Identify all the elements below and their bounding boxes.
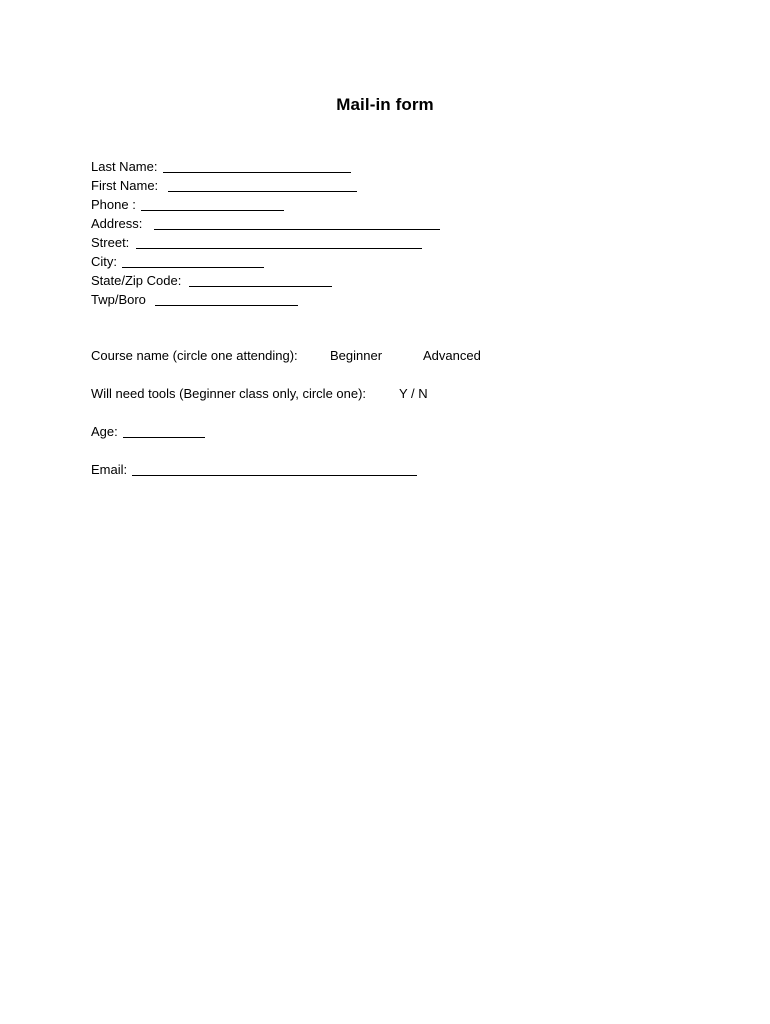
age-line[interactable] [123, 437, 205, 438]
course-option-beginner[interactable]: Beginner [330, 348, 383, 363]
state-zip-line[interactable] [189, 286, 332, 287]
age-label: Age: [91, 424, 118, 439]
page-title: Mail-in form [336, 95, 434, 114]
email-label: Email: [91, 462, 128, 477]
city-label: City: [91, 254, 117, 269]
address-label: Address: [91, 216, 143, 231]
phone-row [91, 195, 136, 214]
twp-boro-row [91, 290, 146, 309]
tools-label: Will need tools (Beginner class only, circle one): [91, 386, 367, 401]
first-name-row [91, 176, 158, 195]
tools-row [91, 384, 451, 403]
email-row [91, 460, 127, 479]
tools-option-yes-no[interactable]: Y / N [399, 386, 428, 401]
city-row [91, 252, 117, 271]
phone-label: Phone : [91, 197, 136, 212]
age-row [91, 422, 118, 441]
twp-boro-label: Twp/Boro [91, 292, 146, 307]
last-name-line[interactable] [163, 172, 351, 173]
course-option-advanced[interactable]: Advanced [423, 348, 481, 363]
email-line[interactable] [132, 475, 417, 476]
street-row [91, 233, 129, 252]
phone-line[interactable] [141, 210, 284, 211]
address-line[interactable] [154, 229, 440, 230]
course-row [91, 346, 511, 365]
city-line[interactable] [122, 267, 264, 268]
last-name-row [91, 157, 157, 176]
street-line[interactable] [136, 248, 422, 249]
first-name-line[interactable] [168, 191, 357, 192]
twp-boro-line[interactable] [155, 305, 298, 306]
street-label: Street: [91, 235, 130, 250]
state-zip-row [91, 271, 181, 290]
state-zip-label: State/Zip Code: [91, 273, 182, 288]
course-label: Course name (circle one attending): [91, 348, 298, 363]
first-name-label: First Name: [91, 178, 159, 193]
address-row [91, 214, 142, 233]
last-name-label: Last Name: [91, 159, 158, 174]
